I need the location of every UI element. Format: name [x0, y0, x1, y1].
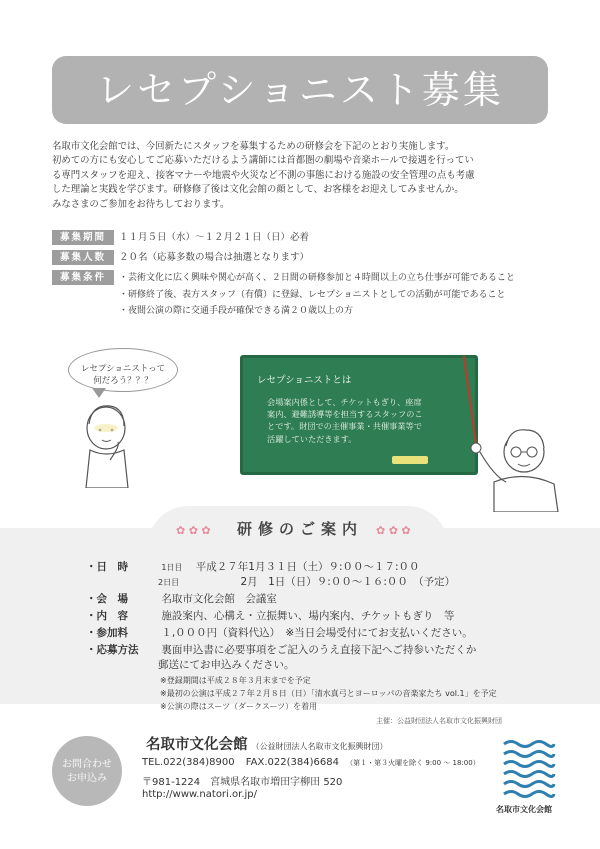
- flower-icon: ✿ ✿ ✿: [376, 524, 411, 537]
- page-title: レセプショニスト募集: [52, 56, 548, 124]
- bubble-line: レセプショニストって: [80, 364, 166, 374]
- count-row: [52, 250, 309, 265]
- day2-tag: 2日目: [158, 578, 180, 587]
- fee-label: ・参加料: [86, 627, 128, 639]
- conditions-label: 募集条件: [52, 270, 114, 285]
- guide-date-row: [86, 560, 420, 575]
- chalk-tray: [392, 456, 428, 464]
- content-label: ・内 容: [86, 610, 128, 622]
- count-text: ２０名（応募多数の場合は抽選となります）: [119, 252, 310, 263]
- day1-text: 平成２７年1月３１日（土）９:００～１７:００: [195, 561, 420, 573]
- day2-text: 2月 1日（日）９:００～１６:００ （予定）: [240, 576, 456, 588]
- teacher-illustration: [454, 352, 564, 512]
- intro-line: した理論と実践を学びます。研修修了後は文化会館の顔として、お客様をお迎えしてみませんか。: [52, 184, 464, 196]
- date-label: ・日 時: [86, 561, 128, 573]
- bubble-line: 何だろう？？？: [93, 376, 153, 386]
- intro-line: 名取市文化会館では、今回新たにスタッフを募集するための研修会を下記のとおり実施します。: [52, 141, 455, 152]
- intro-line: みなさまのご参加をお待ちしております。: [52, 198, 230, 210]
- condition-item: ・研修終了後、表方スタッフ（有償）に登録、レセプショニストとしての活動が可能であること: [119, 289, 506, 300]
- tel-text[interactable]: TEL.022(384)8900: [142, 757, 235, 768]
- flower-icon: ✿ ✿ ✿: [176, 524, 211, 537]
- guide-day2-row: [158, 575, 455, 590]
- contact-badge-line: お申込み: [67, 773, 107, 784]
- note-item: ※登録期間は平成２８年３月末までを予定: [160, 676, 311, 685]
- venue-text: 名取市文化会館 会議室: [161, 593, 277, 605]
- hall-name-text: 名取市文化会館: [146, 737, 248, 753]
- board-line: 案内、避難誘導等を担当するスタッフのこ: [267, 409, 423, 420]
- website-link[interactable]: http://www.natori.or.jp/: [142, 789, 257, 800]
- board-line: 活躍していただきます。: [267, 433, 357, 444]
- conditions-list: [119, 270, 515, 320]
- address-text: 〒981-1224 宮城県名取市増田字柳田 520: [142, 777, 343, 788]
- day1-tag: 1日目: [161, 563, 183, 572]
- fax-text: FAX.022(384)6684: [245, 757, 339, 768]
- content-text: 施設案内、心構え・立振舞い、場内案内、チケットもぎり 等: [161, 610, 455, 622]
- board-body: [267, 396, 463, 445]
- condition-item: ・夜間公演の際に交通手段が確保できる満２０歳以上の方: [119, 306, 354, 316]
- guide-venue-row: [86, 592, 277, 607]
- guide-content-row: [86, 609, 454, 624]
- hours-text: （第１・第３火曜を除く 9:00 ～ 18:00）: [346, 759, 480, 767]
- logo-caption: 名取市文化会館: [496, 805, 552, 814]
- sponsor-text: 主催：公益財団法人名取市文化振興財団: [376, 717, 502, 725]
- hall-logo-icon: [500, 738, 556, 800]
- hall-name: [146, 733, 388, 754]
- chalkboard: [240, 355, 478, 475]
- apply-line2: 郵送にてお申込みください。: [158, 659, 295, 671]
- board-title: レセプショニストとは: [257, 375, 352, 386]
- contact-badge: [52, 736, 122, 806]
- contact-badge-line: お問合わせ: [62, 759, 112, 770]
- period-label: 募集期間: [52, 230, 114, 245]
- bubble-tail: [92, 388, 106, 398]
- venue-label: ・会 場: [86, 593, 128, 605]
- board-line: 会場案内係として、チケットもぎり、座席: [267, 397, 422, 407]
- apply-label: ・応募方法: [86, 644, 139, 656]
- fee-text: １,０００円（資料代込） ※当日会場受付にてお支払いください。: [161, 627, 473, 639]
- phone-row: [142, 757, 480, 768]
- note-item: ※最初の公演は平成２７年２月８日（日）「清水真弓とヨーロッパの音楽家たち vol.1」を予定: [160, 689, 497, 698]
- guide-fee-row: [86, 626, 473, 641]
- count-label: 募集人数: [52, 250, 114, 265]
- condition-item: ・芸術文化に広く興味や関心が高く、２日間の研修参加と４時間以上の立ち仕事が可能であること: [119, 273, 515, 283]
- board-line: とです。財団での主催事業・共催事業等で: [267, 421, 422, 432]
- conditions-row: [52, 270, 515, 320]
- intro-paragraph: [52, 140, 552, 212]
- speech-bubble: [68, 348, 178, 392]
- intro-line: 初めての方にも安心してご応募いただけるよう講師には首都圏の劇場や音楽ホールで接遇を行ってい: [52, 155, 474, 167]
- thinking-girl-illustration: [84, 398, 144, 488]
- guide-apply-row: [86, 643, 476, 658]
- guide-title: 研修のご案内: [236, 520, 363, 538]
- period-row: [52, 230, 309, 245]
- note-item: ※公演の際はスーツ（ダークスーツ）を着用: [160, 702, 318, 711]
- intro-line: る専門スタッフを迎え、接客マナーや地震や火災など不測の事態における施設の安全管理の点も考慮: [52, 169, 475, 181]
- hall-org: （公益財団法人名取市文化振興財団）: [251, 742, 388, 751]
- period-text: １１月５日（水）～１２月２１日（日）必着: [119, 232, 310, 243]
- apply-line1: 裏面申込書に必要事項をご記入のうえ直接下記へご持参いただくか: [161, 644, 477, 656]
